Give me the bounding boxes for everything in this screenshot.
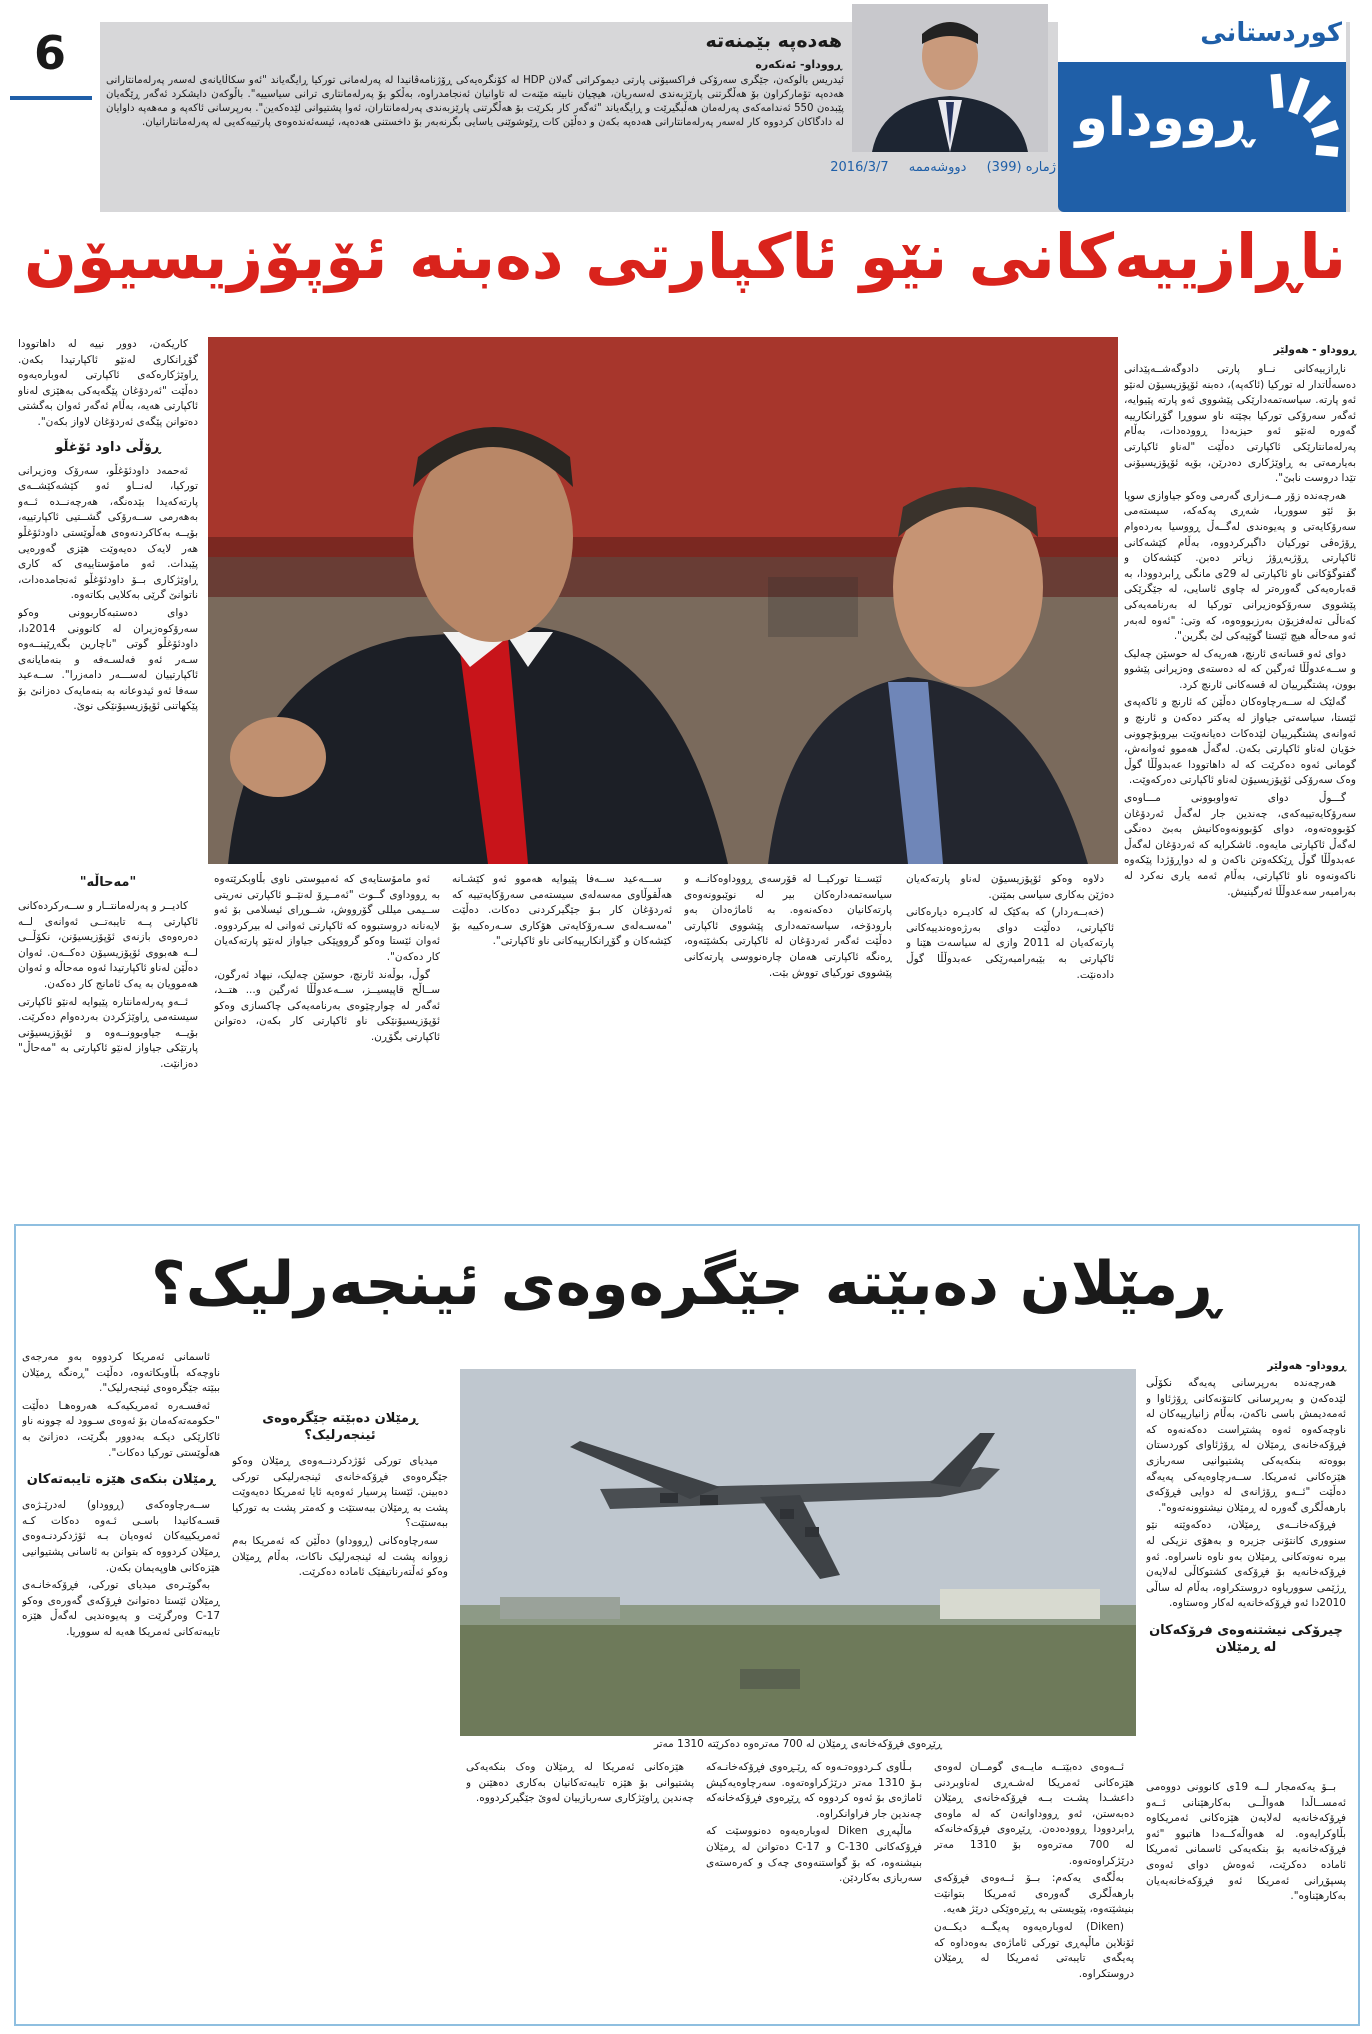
article2-byline: ڕووداو- هەولێر — [1267, 1360, 1346, 1372]
article2-col-2 — [232, 1350, 448, 2016]
edition-label: کوردستانی — [1200, 18, 1342, 48]
paragraph: هەرچەندە بەرپرسانی پەیەگە نکۆڵی لێدەکەن و بەرپرسانی کانتۆنەکانی ڕۆژئاوا و ئەمەدیمش باسی ناکەن، بەڵام زانیارییەکان لە ناوچەکەوە ئەوە پشتڕاست دەکەنەوە کە فڕۆکەخانەی ڕمێلان لە ڕۆژئاوای کوردستان بووەتە بنکەیەکی پشتیوانیی سەربازی هێزەکانی ئەمریکا. ســەرچاوەیەکی پەیەگە دەڵێت "ئــەو ڕۆژانەی لە دوایی فڕۆکەی بارهەڵگری گەورە لە ڕمێلان نیشتوونەتەوە". — [1146, 1377, 1346, 1514]
article1-col-right — [1124, 362, 1356, 1180]
article2-col-5 — [934, 1760, 1134, 2016]
article1-col-left-top — [18, 337, 198, 837]
paragraph: کاریکەن، دوور نییە لە داهاتوودا گۆڕانکاری لەنێو ئاکپارتیدا بکەن. ڕاوێژکارەکەی ئاکپارتی لەوبارەیەوە دەڵێت "ئەردۆغان پێگەیەکی بەهێزی لەناو ئاکپارتی هەیە، بەڵام ئەگەر ئەوان بەگشتی دەتوانن پێگەی ئەردۆغان لاواز بکەن". — [18, 338, 198, 428]
paragraph: ســەرچاوەکەی (ڕووداو) لەدرێـژەی قسـەکانیدا باسـی ئـەوە دەکات کـە ئەمریکییەکان ئەوەیان بـە ئۆژدکردنـەوەی ڕمێلان کردووە کە بتوانن بە ئاسانی پشتیوانیی هێزەکانی هاوپەیمان بکەن. — [22, 1499, 220, 1574]
article1-subhead-mahal: "مەحاڵە" — [79, 875, 137, 890]
article1-col-2 — [214, 872, 440, 1172]
paragraph: ئەفسـەرە ئەمریکیەکـە هەروەهـا دەڵێت "حکومەتەکەمان بۆ ئەوەی سـوود لە چوونە ناو ئاکارێکی دیکـە بەدوور بگرێت، دەزانێ بە هەڵوێستی تورکیا دەکات". — [22, 1399, 220, 1459]
paragraph: دوای دەستبەکاربوونی وەکو سەرۆکوەزیران لە کانوونی 2014دا، داودئۆغڵو گوتی "ناچارین بگەڕێینــەوە سـەر ئەو فەلسـەفە و بنەمایانەی ئاکپارتییان لەســـەر دامەزرا". ســەعید سەفا ئەو ئیدوعانە بە بنەمایەک دەزانێ بۆ پێکهاتنی ئۆپۆزیسیۆنێکی نوێ. — [18, 606, 198, 713]
article1-headline: ناڕازییەکانی نێو ئاکپارتی دەبنە ئۆپۆزیسیۆن — [23, 220, 1347, 293]
paragraph: هێزەکانی ئەمریکا لە ڕمێلان وەک بنکەیەکی پشتیوانی بۆ هێزە تایبەتەکانیان بەکاری دەهێنن و چەندین ڕاوێژکاری سەربازییان لەوێ جێگیرکردووە. — [466, 1761, 694, 1805]
paragraph: ناڕازییەکانی نــاو پارتی دادوگەشــەپێدانی دەسەڵاتدار لە تورکیا (ئاکەپە)، دەبنە ئۆپۆزیسیۆن لەنێو ئەو پارتە. سیاسەتمەدارێکی پێشووی ئەو پارتە پێیوایە، ئەگەر سەرۆکی تورکیا بچێتە ناو سووڕا گۆڕانکارییە گەورە لەنێو ئەو حیزبەدا ڕوودەدات، بەڵام پەرلەمانتارێکی ئاکپارتی دەڵێت "لەناو ئاکپارتی بەیارمەتی بە ڕاوێژکاری دەدرێن، بۆیە ئۆپۆزیسیۆنی تێدا دروست نابێ". — [1124, 363, 1356, 485]
issue-number: ژمارە (399) — [986, 160, 1056, 175]
paragraph: ئێســتا تورکیــا لە قۆرسەی ڕووداوەکانــە و سیاسەتمەدارەکان بیر لە نوێبوونەوەی پارتەکانیان دەکەنەوە. بە ئاماژەدان بەو بارودۆخە، سیاسەتمەداری پێشووی ئاکپارتی دەڵێت ئەگەر ئەردۆغان لە ئاکپارتی بکشێتەوە، ڕەنگە ئاکپارتی هەمان چارەنووسی پارتەکانی پێشووی تورکیای تووش بێت. — [684, 873, 892, 979]
issue-strip — [700, 160, 1056, 182]
page-number: 6 — [33, 26, 66, 80]
article2-photo-caption: ڕێڕەوی فڕۆکەخانەی ڕمێلان لە 700 مەترەوە دەکرێتە 1310 مەتر — [653, 1738, 943, 1750]
article2-photo — [460, 1369, 1136, 1736]
teaser-byline: ڕووداو- ئەنکەرە — [755, 58, 842, 71]
article1-col-left-bottom — [18, 872, 198, 1172]
article1-photo — [208, 337, 1118, 864]
article1-col-3 — [452, 872, 672, 1172]
teaser-portrait-photo — [852, 4, 1048, 152]
paragraph: دلاوە وەکو ئۆپۆزیسیۆن لەناو پارتەکەیان دەژێن بەکاری سیاسی بمێنن. — [906, 873, 1114, 901]
paragraph: سەرچاوەکانی (ڕووداو) دەڵێن کە ئەمریکا بەم زووانە پشت لە ئینجەرلیک ناکات، بەڵام ڕمێلان وەکو ئەڵتەرناتیفێک ئامادە دەکرێت. — [232, 1534, 448, 1579]
issue-date: 2016/3/7 — [830, 160, 889, 175]
article1-col-5 — [906, 872, 1114, 1172]
article2-headline: ڕمێلان دەبێتە جێگرەوەی ئینجەرلیک؟ — [150, 1249, 1220, 1319]
article2-col-right-top — [1146, 1376, 1346, 1766]
paragraph: هەرچەندە زۆر مــەزاری گەرمی وەکو جیاوازی سوپا بۆ ئێو سووریا، شەڕی پەکەکە، سیستەمی سەرۆکایەتی و پەیوەندی لەگــەڵ ڕووسیا بەردەوام ڕۆژەڤی تورکیان داگیرکردووە، بەڵام کێشەکانی ئاکپارتی ڕۆژبەڕۆژ زیاتر دەبن. کێشەکان و گفتوگۆکانی ناو ئاکپارتی لە 29ی مانگی ڕابردوودا، بە قەبارەیەکی گەورەتر لە چاوی ئاسایی، لە جێگرێکی پێشووی سەرۆکوەزیرانی تورکیا لە بەرنامەیەکی کەناڵی تەلەفزیۆن بەرزبووەوە، کە وتی: "ئەوە لەبەر ئەو مەحاڵە هیچ ئێستا گوێیەکی لێ بگرین". — [1124, 489, 1356, 643]
article2-subhead-special-forces: ڕمێلان بنکەی هێزە تایبەتەکان — [26, 1472, 216, 1488]
article2-col-right-bottom — [1146, 1780, 1346, 2016]
paragraph: ئــەوەی دەبێتــە مایــەی گومــان لەوەی هێزەکانی ئەمریکا لەشـەڕی لەناوبردنی داعشـدا پشـت بــە فڕۆکەخانەی ڕمێلان دەبەستن، ئەو ڕووداوانەن کە لە ماوەی ڕابردوودا ڕوودەدەن. ڕێڕەوی فڕۆکەخانەکە لە 700 مەترەوە بۆ 1310 مەتر درێژکراوەتەوە. — [934, 1761, 1134, 1867]
paragraph: (Diken) لەوبارەیەوە پەیگــە دیکــەن ئۆنلاین ماڵپەڕی تورکی ئاماژەی بەوەداوە کە پەیگەی تایبەتی ئەمریکا لە ڕمێلان دروستکراوە. — [934, 1920, 1134, 1980]
paragraph: ئەو مامۆستایەی کە ئەمیوستی ناوی بڵاوبکرێتەوە بە ڕووداوی گــوت "ئەمــڕۆ لەنێــو ئاکپارتی نەریتی ســیمی میللی گۆرووش، شــوڕای ئیسلامی بۆ ئەو لایەنانە دروستبووە کە ئاکپارتی ئەوانی لە بیرکردووە. ئەوان ئێستا وەکو گرووپێکی جیاواز لەنێو پارتەکەیان کار دەکەن". — [214, 873, 440, 963]
paragraph: (خەبــەردار) کە بەکێک لە کادیـرە دیارەکانی ئاکپارتی، دەڵێت دوای بەرژەوەندییەکانی پارتەکەیان لە 2011 وازی لە سیاسەت هێنا و ئاکپارتی بە بێبەرامبەرێکی عەبدوڵڵا گوڵ دادەنێت. — [906, 906, 1114, 981]
article2-col-4 — [706, 1760, 922, 2016]
issue-day: دووشەممە — [908, 160, 967, 175]
paragraph: ئاسمانی ئەمریکا کردووە بەو مەرجەی ناوچەکە بڵاوبکاتەوە، دەڵێت "ڕەنگە ڕمێلان ببێتە جێگرەوەی ئینجەرلیک". — [22, 1351, 220, 1395]
article1-col-4 — [684, 872, 892, 1172]
teaser-heading: هەدەپە بێمنەتە — [705, 30, 842, 52]
paragraph: گوڵ، بوڵەند ئارنچ، حوسێن چەلیک، نیهاد ئەرگون، ســاڵح قاپیسیــز، ســەعدوڵڵا ئەرگین و... هتــد، ئەگەر لە چوارچێوەی بەرنامەیەکی چاکسازی وەکو ئۆپۆزیسیۆنێکی ناو ئاکپارتی کار بکەن، دەتوانن ئاکپارتی بگۆڕن. — [214, 968, 440, 1043]
paragraph: ســـەعید ســەفا پێیوایە هەموو ئەو کێشـانە هەڵقوڵاوی مەسەلەی سیستەمی سەرۆکایەتییە کە ئەردۆغان کار بـۆ جێگیرکردنی دەکات. دەڵێت "مەسـەلەی سـەرۆکایەتی هۆکاری سـەرەکییە بۆ کێشەکان و گۆڕانکارییەکانی ناو ئاکپارتی". — [452, 873, 672, 948]
article1-byline: ڕووداو - هەولێر — [1273, 344, 1356, 356]
article2-col-3 — [466, 1760, 694, 2016]
paragraph: گـــوڵ دوای تەواوبوونی مـــاوەی سەرۆکایەتییەکەی، چەندین جار لەگەڵ ئەردۆغان کۆبووەتەوە، دوای کۆبوونەوەکانیش بەبێ دەنگی لەگەڵ ئاکپارتی مایەوە. ئاشکرایە کە ئەردۆغان لەگەڵ عەبدوڵڵا گوڵ ڕێککەوتن ناکەن و لە دواڕۆژدا پێکەوە ناکەونەوە ناو ئاکپارتی، بەڵام ئەمە یاری نەکرد لە بەرامبەر سەعدوڵڵا ئەرگینیش. — [1124, 792, 1356, 898]
paragraph: بـڵاوی کـردووەتـەوە کە ڕێـڕەوی فڕۆکەخانـەکە بـۆ 1310 مەتر درێژکراوەتەوە. سەرچاوەیەکیش ئاماژەی بۆ ئەوە کردووە کە ڕێڕەوی فڕۆکەخانەکە چەندین جار فراوانکراوە. — [706, 1761, 922, 1820]
paragraph: بــۆ یەکەمجار لــە 19ی کانوونی دووەمی ئەمســاڵدا هەواڵــی بەکارهێنانی ئــەو فڕۆکەخانەیە لەلایەن هێزەکانی ئەمریکاوە بڵاوکرایەوە. لە هەواڵەکــەدا هاتبوو "ئەو فڕۆکەخانەیە بۆ بنکەیەکی ئاسمانی ئەمریکا ئامادە دەکرێت، ئەوەش دوای ئەوەی پسپۆڕانی ئەمریکا ئەو فڕۆکەخانەیەیان بەکارهێناوە". — [1146, 1781, 1346, 1903]
paragraph: بەڵگەی یەکەم: بــۆ ئــەوەی فڕۆکەی بارهەڵگری گەورەی ئەمریکا بتوانێت بنیشێتەوە، پێویستی بە ڕێڕەوێکی درێژ هەیە. — [934, 1872, 1134, 1916]
paragraph: بەگوێـرەی میدیای تورکی، فڕۆکەخانـەی ڕمێلان ئێستا دەتوانێ فڕۆکەی گەورەی وەکو C-17 وەرگرێت و پەیوەندیی لەگەڵ هێزە تایبەتەکانی ئەمریکا هەیە لە سووریا. — [22, 1579, 220, 1638]
paragraph: ئەحمەد داودئۆغڵو، سەرۆک وەزیرانی تورکیا، لەنــاو ئەو کێشەکێشــەی پارتەکەیدا بێدەنگە، هەرچەنــدە ئــەو بەهەرمی ســەرۆکی گشــتیی ئاکپارتییە، بۆیــە بەکاکردنەوەی هەڵوێستی داودئۆغڵو هەر لایەک دەیەوێت هێزی گەورەیی پێبدات. ئەو مامۆستاییەی کە کاری ڕاوێژکاری بــۆ داودئۆغڵو ئەنجامدەدات، ناتوانێ گرێی بەکلایی بکاتەوە. — [18, 464, 198, 602]
paragraph: فڕۆکەخانــەی ڕمێلان، دەکەوێتە نێو سنووری کانتۆنی جزیرە و بەهۆی نزیکی لە بیرە نەوتەکانی ڕمێلان بەو ناوە ناسراوە. ئەو فڕۆکەخانەیە بۆ فڕۆکەی کشتوکاڵی لەلایەن ڕژێمی سووریاوە دروستکراوە، بەڵام لە ساڵی 2010دا ئەو فڕۆکەخانەیە لەکار وەستاوە. — [1146, 1519, 1346, 1610]
page-number-underline — [10, 96, 92, 100]
paragraph: میدیای تورکی ئۆژدکردنــەوەی ڕمێلان وەکو جێگرەوەی فڕۆکەخانەی ئینجەرلیکی تورکی دەبینن. ئێستا پرسیار ئەوەیە ئایا ئەمریکا دەیەوێت پشت بە ڕمێلان ببەستێت و کەمتر پشت بە تورکیا ببەستێت؟ — [232, 1455, 448, 1530]
article2-col-1 — [22, 1350, 220, 2016]
article1-subhead-dawudoglu: ڕۆڵی داود ئۆغڵو — [55, 439, 161, 455]
paragraph: دوای ئەو قسانەی ئارنچ، هەریەک لە حوسێن چەلیک و ســەعدوڵڵا ئەرگین کە لە دەستەی وەزیرانی پێشوو بوون، پشتگیرییان لە قسەکانی ئارنچ کرد. — [1124, 647, 1356, 691]
article2-subhead-landing: چیرۆکی نیشتنەوەی فرۆکەکان لە ڕمێلان — [1149, 1622, 1343, 1655]
paragraph: ئــەو پەرلەمانتارە پێیوایە لەنێو ئاکپارتی سیستەمی ڕاوێژکردن بەردەوام دەکرێت. بۆیــە جیاوبوونــەوە و ئۆپۆزیسیۆنی پارتێکی جیاواز لەنێو ئاکپارتی بە "مەحاڵ" دەزانێت. — [18, 995, 198, 1070]
brand-name: ڕووداو — [1075, 88, 1253, 148]
paragraph: ماڵپەڕی Diken لەوبارەیەوە دەنووسێت کە فڕۆکەکانی C-130 و C-17 دەتوانن لە ڕمێلان بنیشنەوە، کە بۆ گواستنەوەی چەک و کەرەستەی سەربازی بەکاردێن. — [706, 1825, 922, 1885]
teaser-body: ئیدریس باڵوکەن، جێگری سەرۆکی فراکسیۆنی پارتی دیموکراتی گەلان HDP لە کۆنگرەیەکی ڕۆژنامەڤانیدا لە پەرلەمانی تورکیا ڕایگەیاند "ئەو سکاڵایانەی لەسەر پەرلەمانتارانی هەدەپە تۆمارکراون بۆ هەڵگرتنی پارێزبەندی لەسەریان، هیچیان نابیتە مێنەت لە تاوانیان ئەنجامدراوە، بەڵکو بۆ پەرلەمانتاری ترانی سیاسییە". باڵوکەن دایشکرد ئەگەر ڕێگەیان پێبدەن 550 ئەندامەکەی پەرلەمان هەڵبگیرێت و ڕایگەیاند "ئەگەر کار بکرێت بۆ هەڵگرتنی پارێزبەندی پەرلەمانتاران، ئەوا پشتیوانی لێدەکەین". بەرپرسانی ئاکەپە و مەهەپە داوایان لە دادگاکان کردووە کار لەسەر پەرلەمانتارانی هەدەپە بکەن و دەڵێن کات ڕێوشوێنی یاسایی بگرنەبەر بۆ داخستنی هەدەپە، ئیسەئەندەوەی پارتییەکەیی لە پەرلەمانتارانیان. — [106, 75, 844, 128]
paragraph: کادیــر و پەرلەمانتــار و ســەرکردەکانی ئاکپارتی پــە تایبەتــی ئەوانەی لــە دەرەوەی بازنەی ئۆپۆزیسیۆنن، نکۆڵــی لــە هەبووی ئۆپۆزیسیۆن دەکــەن. ئەوان دەڵێن لەناو ئاکپارتیدا ئەوە مەحاڵە و ئەوان هەموویان بە یەک ئامانج کار دەکەن. — [18, 900, 198, 990]
paragraph: گەلێک لە ســەرچاوەکان دەڵێن کە ئارنچ و ئاکەپەی ئێستا، سیاسەتی جیاواز لە یەکتر دەکەن و ئارنچ و ئەوانەی پشتگیرییان لێدەکات دەیانەوێت بیروبۆچوونی خۆیان لەناو ئاکپارتی بکەن. لەگەڵ هەموو ئەوانەش، گومانی ئەوە دەکرێت کە لە داهاتوودا عەبدوڵڵا گوڵ وەک سەرۆکی ئۆپۆزیسیۆن لەناو ئاکپارتی دەرکەوێت. — [1124, 696, 1356, 787]
article2-subhead-replacement: ڕمێلان دەبێتە جێگرەوەی ئینجەرلیک؟ — [262, 1411, 418, 1443]
